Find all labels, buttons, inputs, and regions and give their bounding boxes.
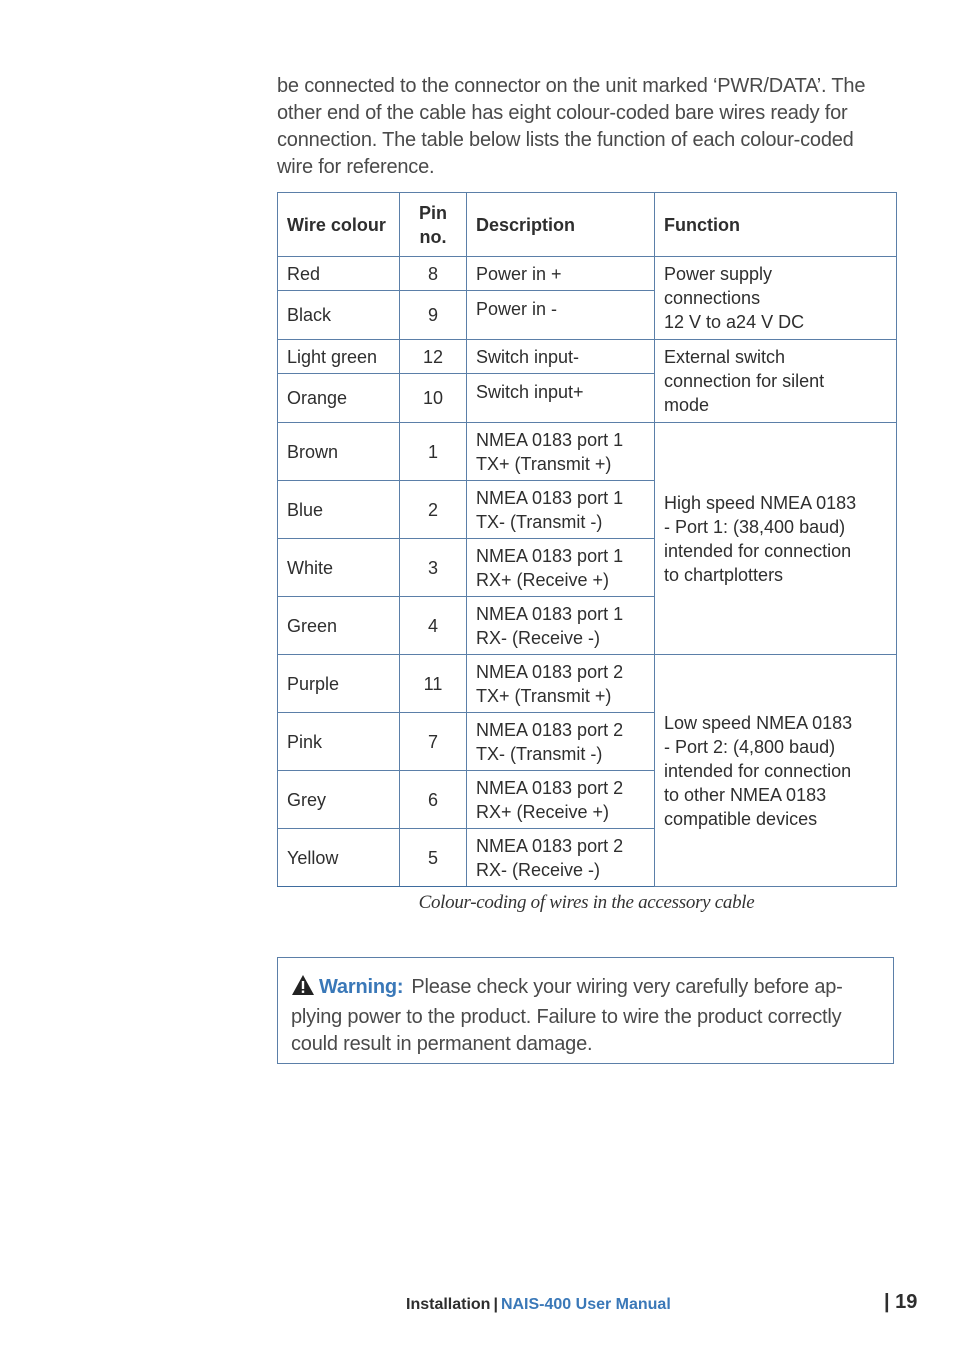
- wire-colour-cell: Red: [278, 257, 400, 291]
- function-line: - Port 1: (38,400 baud): [664, 516, 846, 537]
- intro-line: wire for reference.: [277, 156, 435, 178]
- wire-colour-cell: Light green: [278, 340, 400, 374]
- function-line: Power supply: [664, 264, 773, 284]
- warning-triangle-icon: [291, 974, 315, 1004]
- table-caption: Colour-coding of wires in the accessory cable: [418, 892, 755, 913]
- function-line: Low speed NMEA 0183: [664, 712, 853, 733]
- description-line: NMEA 0183 port 1: [476, 603, 624, 624]
- description-line: Power in -: [476, 299, 558, 319]
- pin-cell: 7: [400, 713, 467, 771]
- description-line: RX+ (Receive +): [476, 569, 610, 590]
- function-line: to chartplotters: [664, 564, 784, 585]
- intro-line: other end of the cable has eight colour-coded bare wires ready for: [277, 102, 848, 124]
- footer-manual-title: NAIS-400 User Manual: [500, 1296, 671, 1313]
- wire-colour-cell: Grey: [278, 771, 400, 829]
- wire-colour-cell: Green: [278, 597, 400, 655]
- wire-colour-cell: Yellow: [278, 829, 400, 887]
- description-line: RX+ (Receive +): [476, 801, 610, 822]
- description-cell: [467, 481, 655, 539]
- description-cell: [467, 340, 655, 374]
- description-line: TX- (Transmit -): [476, 743, 603, 764]
- pin-cell: 6: [400, 771, 467, 829]
- description-line: NMEA 0183 port 2: [476, 661, 624, 682]
- description-line: NMEA 0183 port 1: [476, 429, 624, 450]
- wire-colour-cell: Black: [278, 291, 400, 340]
- pin-cell: 4: [400, 597, 467, 655]
- intro-line: connection. The table below lists the function of each colour-coded: [277, 129, 854, 151]
- wire-colour-cell: Brown: [278, 423, 400, 481]
- function-cell: [655, 423, 897, 655]
- description-line: NMEA 0183 port 2: [476, 719, 624, 740]
- warning-line: could result in permanent damage.: [291, 1033, 593, 1055]
- function-line: mode: [664, 395, 710, 415]
- function-cell: [655, 340, 897, 423]
- function-line: connection for silent: [664, 371, 825, 391]
- pin-cell: 12: [400, 340, 467, 374]
- description-line: TX+ (Transmit +): [476, 685, 612, 706]
- wire-colour-cell: Purple: [278, 655, 400, 713]
- function-line: High speed NMEA 0183: [664, 492, 857, 513]
- pin-cell: 2: [400, 481, 467, 539]
- warning-message: Please check your wiring very carefully before ap-: [411, 976, 843, 998]
- wire-colour-cell: Pink: [278, 713, 400, 771]
- header-function: Function: [655, 193, 897, 257]
- function-line: 12 V to a24 V DC: [664, 312, 805, 332]
- function-line: connections: [664, 288, 761, 308]
- table-row: [278, 257, 897, 291]
- description-cell: [467, 539, 655, 597]
- description-line: RX- (Receive -): [476, 859, 601, 880]
- warning-box: [277, 957, 894, 1064]
- warning-label: Warning:: [319, 976, 404, 998]
- description-line: NMEA 0183 port 1: [476, 545, 624, 566]
- header-pin-line: Pin: [418, 202, 447, 223]
- footer-section: Installation: [406, 1296, 491, 1313]
- description-line: Switch input+: [476, 382, 584, 402]
- description-cell: [467, 655, 655, 713]
- warning-text: [291, 974, 891, 1058]
- description-line: TX+ (Transmit +): [476, 453, 612, 474]
- header-pin-no: [400, 193, 467, 257]
- function-cell: [655, 257, 897, 340]
- description-cell: [467, 713, 655, 771]
- description-cell: [467, 423, 655, 481]
- footer-separator: |: [493, 1296, 498, 1313]
- function-line: External switch: [664, 347, 786, 367]
- pin-cell: 8: [400, 257, 467, 291]
- header-pin-line: no.: [419, 226, 447, 247]
- pin-cell: 9: [400, 291, 467, 340]
- warning-line: plying power to the product. Failure to wire the product correctly: [291, 1006, 842, 1028]
- description-cell: [467, 291, 655, 340]
- description-cell: [467, 829, 655, 887]
- pin-cell: 11: [400, 655, 467, 713]
- pin-cell: 5: [400, 829, 467, 887]
- pin-cell: 10: [400, 374, 467, 423]
- wire-colour-table: [277, 192, 897, 887]
- description-line: Switch input-: [476, 346, 580, 367]
- description-line: NMEA 0183 port 2: [476, 777, 624, 798]
- description-line: RX- (Receive -): [476, 627, 601, 648]
- wire-colour-cell: Blue: [278, 481, 400, 539]
- header-wire-colour: Wire colour: [278, 193, 400, 257]
- intro-line: be connected to the connector on the unit marked ‘PWR/DATA’. The: [277, 75, 866, 97]
- function-line: compatible devices: [664, 808, 818, 829]
- description-line: NMEA 0183 port 1: [476, 487, 624, 508]
- function-cell: [655, 655, 897, 887]
- table-row: [278, 423, 897, 481]
- wire-colour-cell: White: [278, 539, 400, 597]
- pin-cell: 1: [400, 423, 467, 481]
- header-description: Description: [467, 193, 655, 257]
- description-line: TX- (Transmit -): [476, 511, 603, 532]
- description-cell: [467, 771, 655, 829]
- table-header-row: [278, 193, 897, 257]
- description-cell: [467, 597, 655, 655]
- function-line: to other NMEA 0183: [664, 784, 827, 805]
- page-footer: [406, 1296, 671, 1314]
- description-cell: [467, 374, 655, 423]
- function-line: - Port 2: (4,800 baud): [664, 736, 836, 757]
- table-row: [278, 655, 897, 713]
- intro-paragraph: [277, 73, 899, 181]
- wire-colour-cell: Orange: [278, 374, 400, 423]
- pin-cell: 3: [400, 539, 467, 597]
- description-line: Power in +: [476, 263, 562, 284]
- description-cell: [467, 257, 655, 291]
- description-line: NMEA 0183 port 2: [476, 835, 624, 856]
- page-number: | 19: [884, 1291, 918, 1313]
- function-line: intended for connection: [664, 760, 852, 781]
- warning-line: [291, 974, 891, 1004]
- table-row: [278, 340, 897, 374]
- function-line: intended for connection: [664, 540, 852, 561]
